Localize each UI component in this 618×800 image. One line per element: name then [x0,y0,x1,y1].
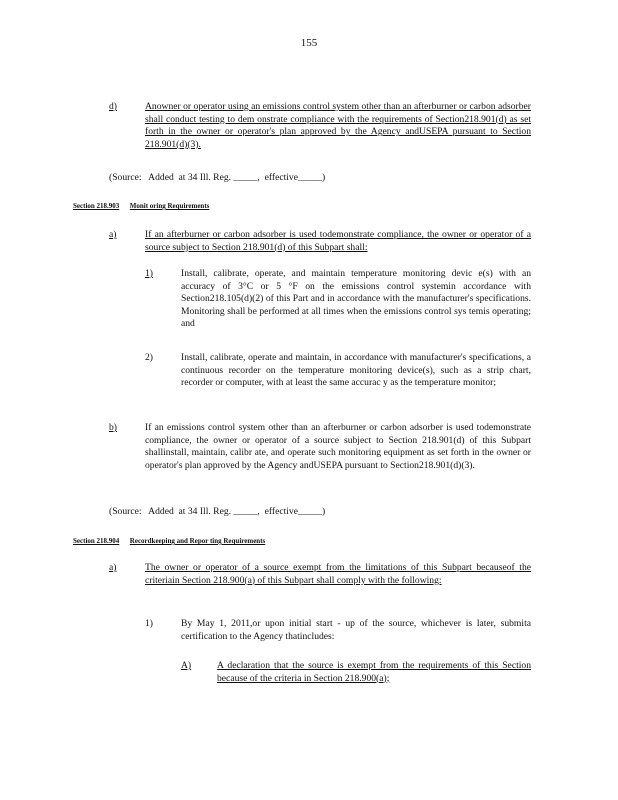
page-number: 155 [300,37,318,49]
item-904a1-text: By May 1, 2011,or upon initial start - up of the source, whichever is later, submita certification to the Agency thatincludes: [181,618,531,642]
item-904a1A-label: A) [181,660,192,671]
item-903a2-label: 2) [145,352,153,363]
item-904a-label: a) [109,562,117,573]
item-903a-text: If an afterburner or carbon adsorber is used todemonstrate compliance, the owner or operator of a source subject to Section 218.901(d) of this Subpart shall: [145,229,531,253]
item-903b-text: If an emissions control system other than an afterburner or carbon adsorber is used todemonstrate compliance, the owner or operator of a source subject to Section 218.901(d) of this Subpart shallinstall, maintain, calibr ate, and operate such monitoring equipment as set forth in the owner or operator's plan approved by the Agency andUSEPA pursuant to Section218.901(d)(3). [145,422,531,471]
section-903-heading [73,201,209,211]
item-903a2-text: Install, calibrate, operate and maintain, in accordance with manufacturer's specifications, a continuous recorder on the temperature monitoring device(s), such as a strip chart, recorder or computer, with at least the same accurac y as the temperature monitor; [181,352,531,389]
source-note-2: (Source: Added at 34 Ill. Reg. _____, effective_____) [109,506,326,517]
item-904a1-label: 1) [145,618,153,629]
item-903a-label: a) [109,229,117,240]
section-903-title: Monit oring Requirements [129,202,210,210]
section-904-title: Recordkeeping and Repor ting Requirements [129,537,266,545]
source-note-1: (Source: Added at 34 Ill. Reg. _____, effective_____) [109,172,326,183]
item-903a1-text: Install, calibrate, operate, and maintain temperature monitoring devic e(s) with an accuracy of 3°C or 5 °F on the emissions control systemin accordance with Section218.105(d)(2) of this Part and in accordance with the manufacturer's specifications. Monitoring shall be performed at all times when the emissions control sys temis operating; and [181,268,531,330]
section-903-number: Section 218.903 [73,202,120,210]
item-903a1-label: 1) [145,268,153,279]
item-903b-label: b) [109,422,117,433]
section-904-number: Section 218.904 [73,537,120,545]
item-d-text: Anowner or operator using an emissions control system other than an afterburner or carbon adsorber shall conduct testing to dem onstrate compliance with the requirements of Section218.901(d) as set forth in the owner or operator's plan approved by the Agency andUSEPA pursuant to Section 218.901(d)(3). [145,101,531,150]
item-904a1A-text: A declaration that the source is exempt from the requirements of this Section because of the criteria in Section 218.900(a); [217,660,531,684]
item-d-label: d) [109,101,117,112]
item-904a-text: The owner or operator of a source exempt from the limitations of this Subpart becauseof the criteriain Section 218.900(a) of this Subpart shall comply with the following: [145,562,531,586]
section-904-heading [73,536,265,546]
